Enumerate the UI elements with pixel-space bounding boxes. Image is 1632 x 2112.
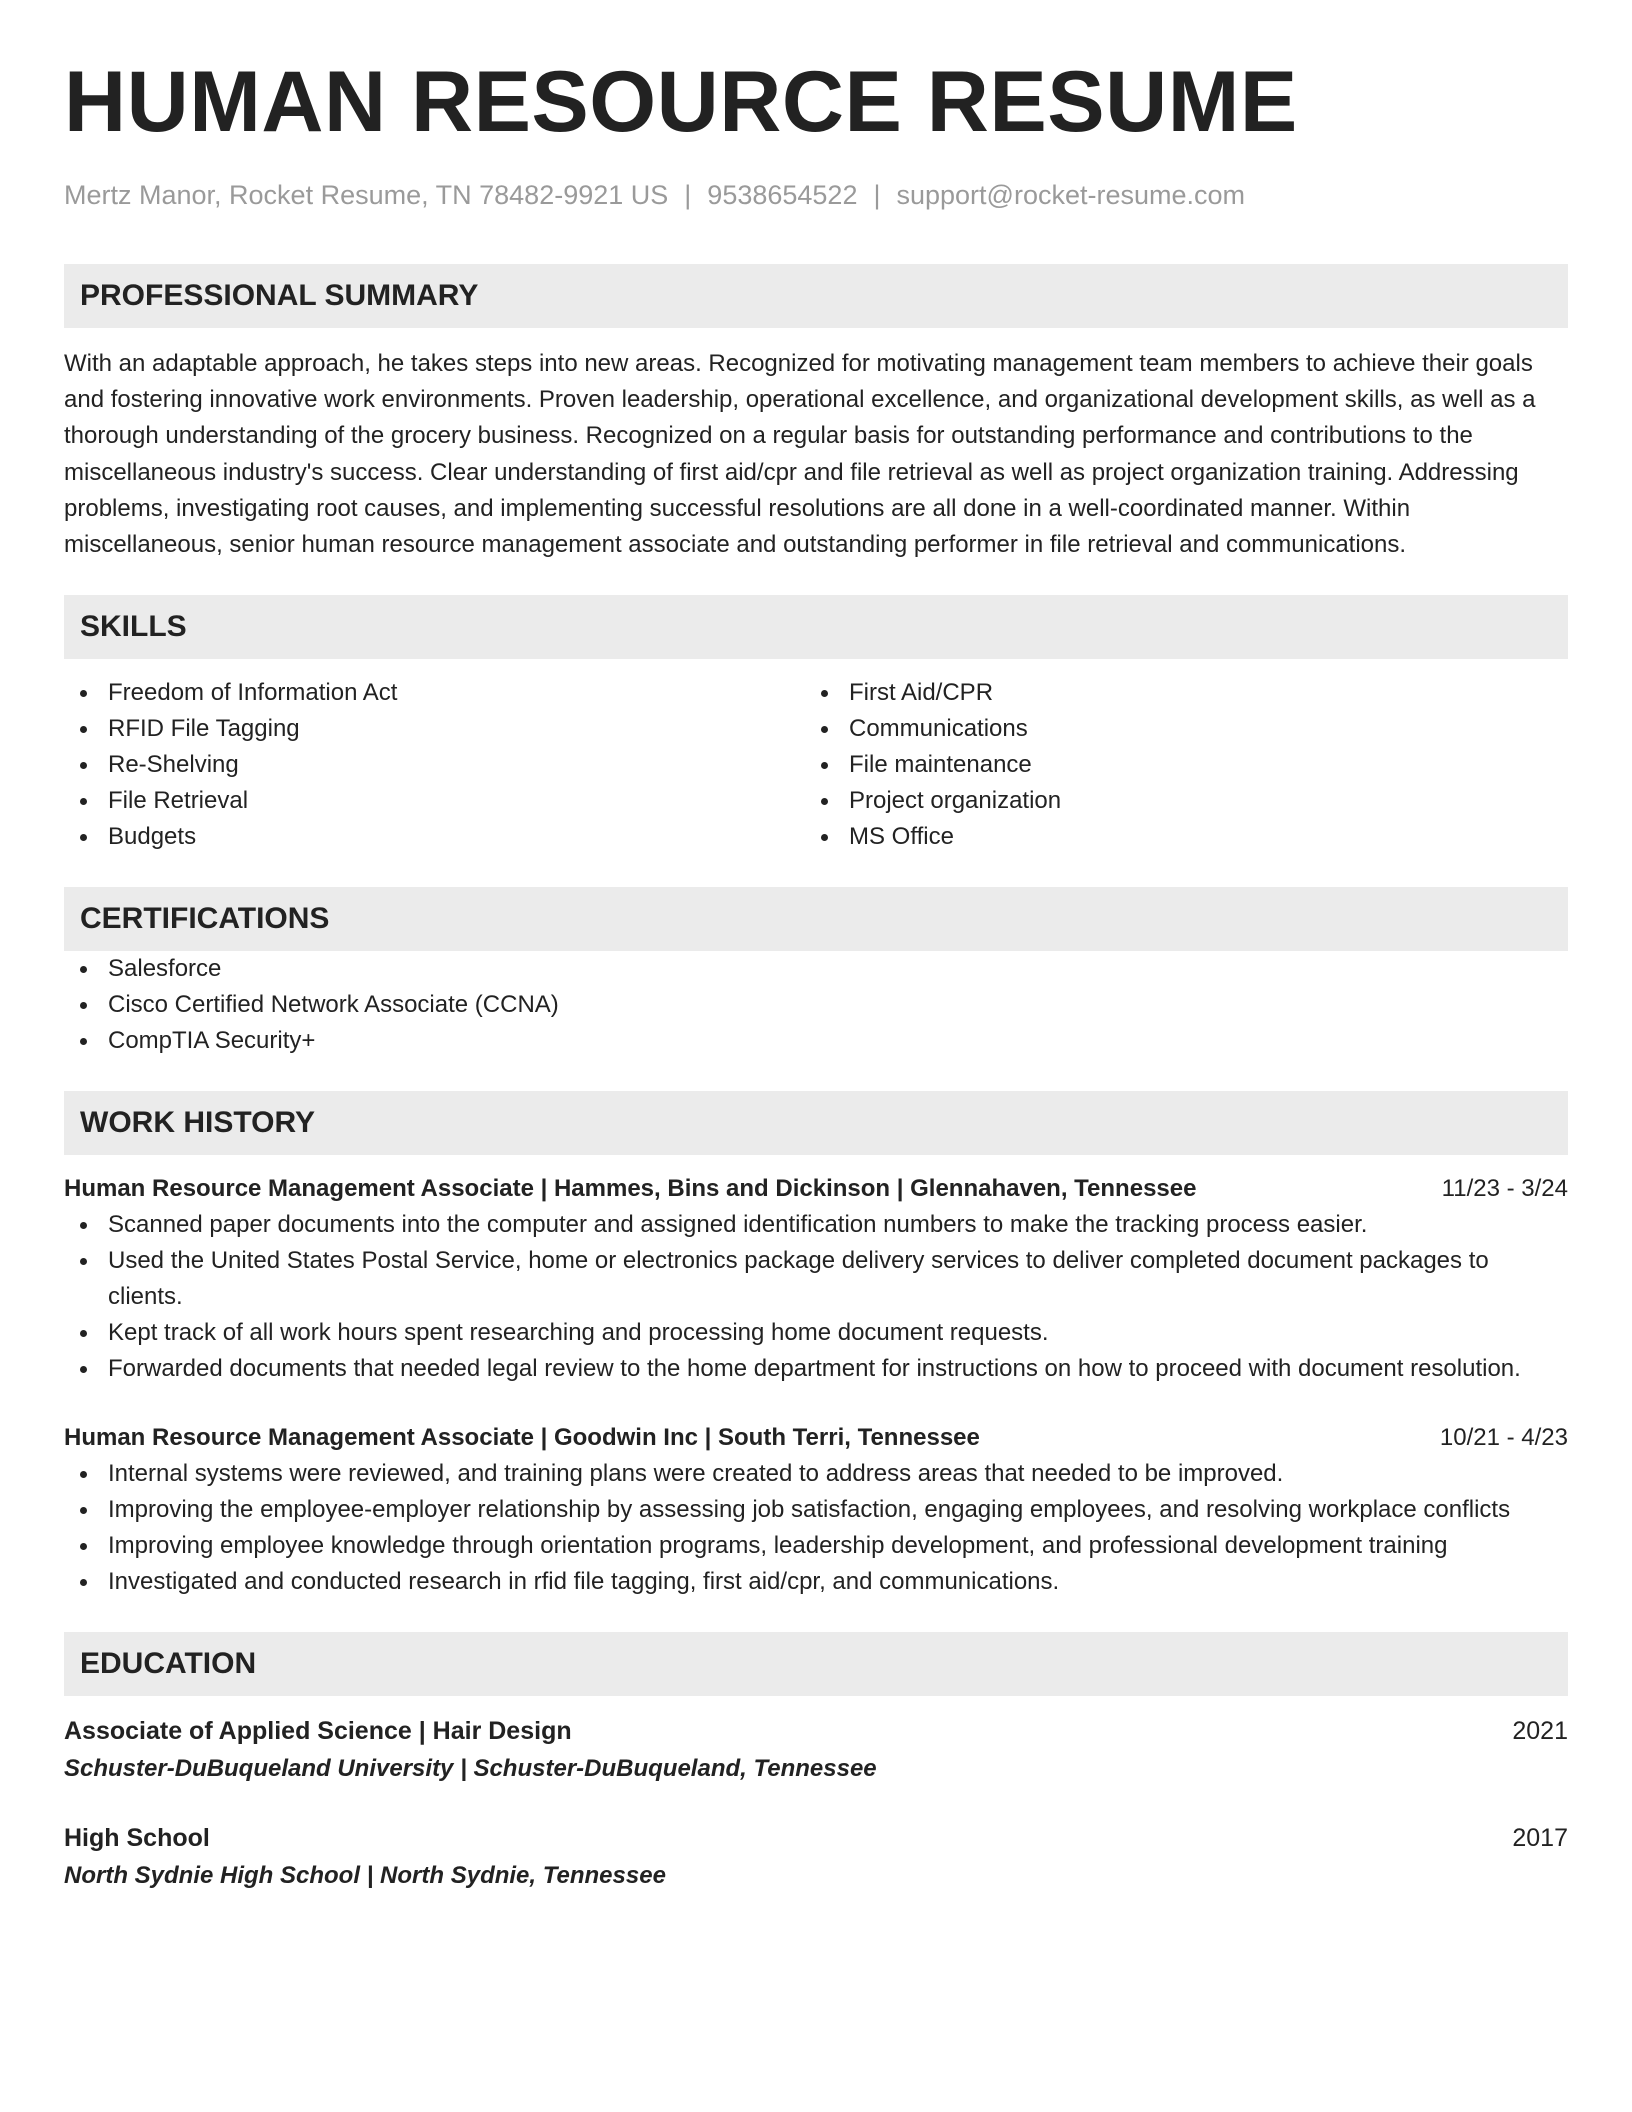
summary-text: With an adaptable approach, he takes steps into new areas. Recognized for motivating management team members to achieve their goals and fostering innovative work environments. Proven leadership, operational excellence, and organizational development skills, as well as a thorough understanding of the grocery business. Recognized on a regular basis for outstanding performance and contributions to the miscellaneous industry's success. Clear understanding of first aid/cpr and file retrieval as well as project organization training. Addressing problems, investigating root causes, and implementing successful resolutions are all done in a well-coordinated manner. Within miscellaneous, senior human resource management associate and outstanding performer in file retrieval and communications.	[64, 350, 1536, 559]
section-heading-skills: SKILLS	[64, 595, 1568, 659]
certifications-list	[64, 951, 1568, 1059]
section-heading-work-history: WORK HISTORY	[64, 1091, 1568, 1155]
certification-item: CompTIA Security+	[64, 1023, 1568, 1059]
job-dates: 10/21 - 4/23	[1439, 1424, 1568, 1452]
contact-address: Mertz Manor, Rocket Resume, TN 78482-9921 US	[64, 180, 669, 210]
job-bullet: Improving the employee-employer relationship by assessing job satisfaction, engaging employees, and resolving workplace conflicts	[64, 1492, 1568, 1528]
job-bullet-list	[64, 1207, 1568, 1387]
contact-separator: |	[873, 180, 881, 210]
skill-item: First Aid/CPR	[805, 675, 1546, 711]
education-school: North Sydnie High School | North Sydnie, Tennessee	[64, 1862, 666, 1890]
education-header	[64, 1819, 1568, 1857]
skill-item: MS Office	[805, 819, 1546, 855]
education-school: Schuster-DuBuqueland University | Schuster-DuBuqueland, Tennessee	[64, 1755, 877, 1783]
education-entry	[64, 1819, 1568, 1895]
skill-item: Project organization	[805, 783, 1546, 819]
skill-item: RFID File Tagging	[64, 711, 805, 747]
certification-item: Salesforce	[64, 951, 1568, 987]
job-bullet: Internal systems were reviewed, and training plans were created to address areas that needed to be improved.	[64, 1456, 1568, 1492]
skill-item: Re-Shelving	[64, 747, 805, 783]
job-entry	[64, 1420, 1568, 1600]
skill-item: Communications	[805, 711, 1546, 747]
skill-item: File maintenance	[805, 747, 1546, 783]
job-title: Human Resource Management Associate | Goodwin Inc | South Terri, Tennessee	[64, 1424, 980, 1452]
education-header	[64, 1712, 1568, 1750]
skill-item: Freedom of Information Act	[64, 675, 805, 711]
job-bullet: Improving employee knowledge through orientation programs, leadership development, and professional development training	[64, 1528, 1568, 1564]
job-entry	[64, 1171, 1568, 1387]
certification-item: Cisco Certified Network Associate (CCNA)	[64, 987, 1568, 1023]
education-degree: High School	[64, 1824, 210, 1853]
resume-title: HUMAN RESOURCE RESUME	[64, 54, 1298, 150]
section-heading-certifications: CERTIFICATIONS	[64, 887, 1568, 951]
job-dates: 11/23 - 3/24	[1441, 1175, 1568, 1203]
skill-item: File Retrieval	[64, 783, 805, 819]
skills-column-right	[805, 675, 1546, 855]
job-bullet: Used the United States Postal Service, home or electronics package delivery services to deliver completed document packages to clients.	[64, 1243, 1568, 1315]
education-year: 2017	[1512, 1824, 1568, 1853]
contact-email[interactable]: support@rocket-resume.com	[896, 180, 1246, 210]
job-header	[64, 1171, 1568, 1207]
job-title: Human Resource Management Associate | Hammes, Bins and Dickinson | Glennahaven, Tennessee	[64, 1175, 1197, 1203]
skills-list	[64, 675, 1568, 855]
job-header	[64, 1420, 1568, 1456]
skill-item: Budgets	[64, 819, 805, 855]
education-degree: Associate of Applied Science | Hair Design	[64, 1717, 572, 1746]
job-bullet: Kept track of all work hours spent researching and processing home document requests.	[64, 1315, 1568, 1351]
education-entry	[64, 1712, 1568, 1788]
job-bullet: Investigated and conducted research in rfid file tagging, first aid/cpr, and communications.	[64, 1564, 1568, 1600]
section-heading-education: EDUCATION	[64, 1632, 1568, 1696]
contact-separator: |	[684, 180, 692, 210]
skills-column-left	[64, 675, 805, 855]
job-bullet-list	[64, 1456, 1568, 1600]
job-bullet: Forwarded documents that needed legal review to the home department for instructions on how to proceed with document resolution.	[64, 1351, 1568, 1387]
section-heading-summary: PROFESSIONAL SUMMARY	[64, 264, 1568, 328]
education-year: 2021	[1512, 1717, 1568, 1746]
contact-phone: 9538654522	[707, 180, 858, 210]
contact-line	[64, 178, 1568, 212]
job-bullet: Scanned paper documents into the computer and assigned identification numbers to make the tracking process easier.	[64, 1207, 1568, 1243]
